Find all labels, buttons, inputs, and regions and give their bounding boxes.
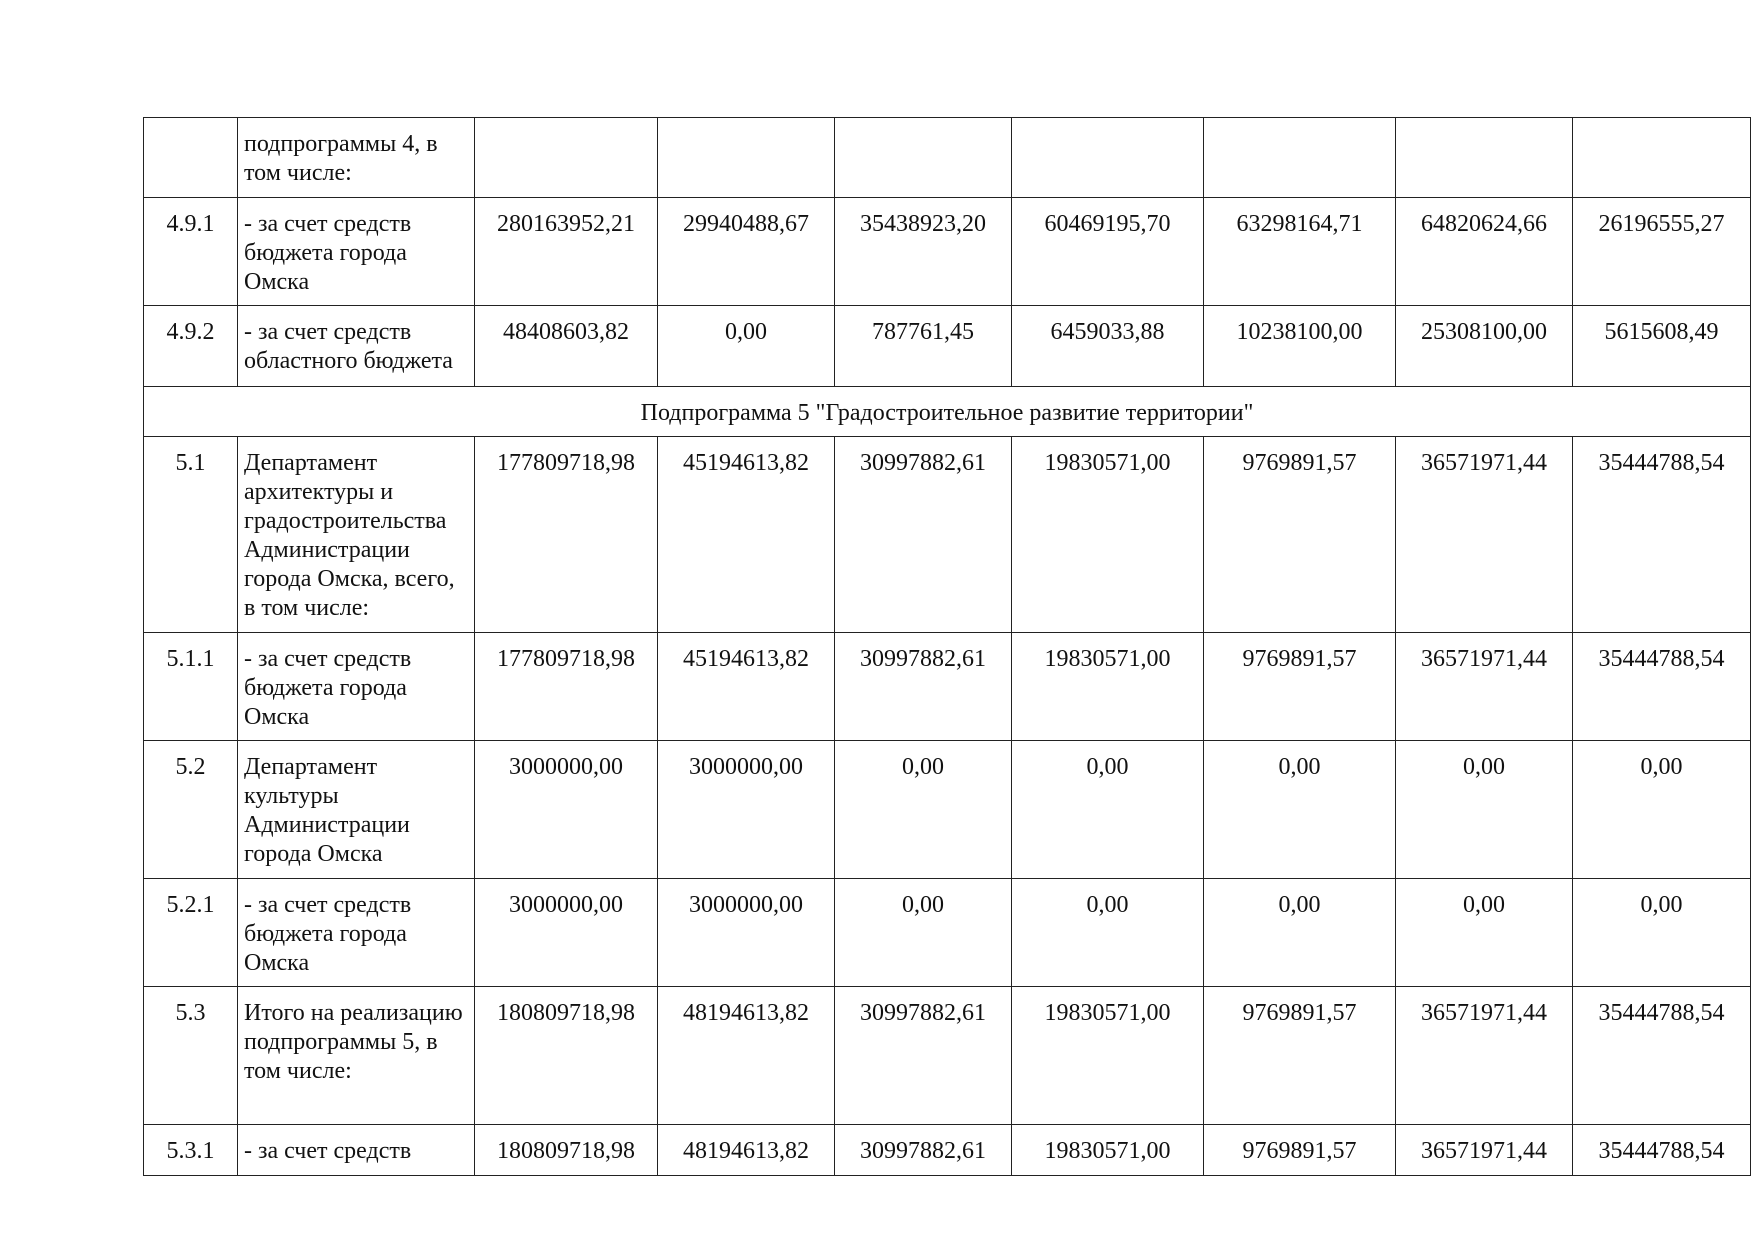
amount-cell: 177809718,98 xyxy=(475,437,658,633)
amount-cell: 0,00 xyxy=(658,306,835,387)
row-code: 5.2.1 xyxy=(144,879,238,987)
amount-cell: 36571971,44 xyxy=(1396,437,1573,633)
amount-cell: 36571971,44 xyxy=(1396,1125,1573,1176)
amount-cell: 48408603,82 xyxy=(475,306,658,387)
amount-cell: 30997882,61 xyxy=(835,633,1012,741)
amount-cell: 35444788,54 xyxy=(1573,987,1751,1125)
amount-cell: 45194613,82 xyxy=(658,633,835,741)
amount-cell: 30997882,61 xyxy=(835,1125,1012,1176)
amount-cell: 280163952,21 xyxy=(475,198,658,306)
amount-cell: 10238100,00 xyxy=(1204,306,1396,387)
row-label: - за счет средств бюджета города Омска xyxy=(238,198,475,306)
budget-table xyxy=(143,117,1751,1176)
amount-cell: 35438923,20 xyxy=(835,198,1012,306)
amount-cell: 3000000,00 xyxy=(658,879,835,987)
row-code: 5.3 xyxy=(144,987,238,1125)
amount-cell xyxy=(1573,118,1751,198)
amount-cell: 9769891,57 xyxy=(1204,437,1396,633)
row-code: 5.1 xyxy=(144,437,238,633)
amount-cell xyxy=(475,118,658,198)
amount-cell: 25308100,00 xyxy=(1396,306,1573,387)
section-title: Подпрограмма 5 "Градостроительное развитие территории" xyxy=(144,387,1751,437)
amount-cell: 0,00 xyxy=(1012,741,1204,879)
amount-cell: 180809718,98 xyxy=(475,987,658,1125)
amount-cell: 30997882,61 xyxy=(835,437,1012,633)
amount-cell: 6459033,88 xyxy=(1012,306,1204,387)
amount-cell: 63298164,71 xyxy=(1204,198,1396,306)
amount-cell: 0,00 xyxy=(1204,879,1396,987)
row-label: Итого на реализацию подпрограммы 5, в том числе: xyxy=(238,987,475,1125)
table-row xyxy=(144,633,1751,741)
row-code: 4.9.1 xyxy=(144,198,238,306)
amount-cell: 177809718,98 xyxy=(475,633,658,741)
table-row xyxy=(144,879,1751,987)
amount-cell: 29940488,67 xyxy=(658,198,835,306)
amount-cell: 0,00 xyxy=(1204,741,1396,879)
amount-cell: 0,00 xyxy=(1573,879,1751,987)
amount-cell xyxy=(658,118,835,198)
amount-cell: 19830571,00 xyxy=(1012,987,1204,1125)
amount-cell: 3000000,00 xyxy=(475,741,658,879)
table-row xyxy=(144,987,1751,1125)
amount-cell: 35444788,54 xyxy=(1573,1125,1751,1176)
amount-cell: 9769891,57 xyxy=(1204,633,1396,741)
amount-cell: 0,00 xyxy=(1396,741,1573,879)
row-label: подпрограммы 4, в том числе: xyxy=(238,118,475,198)
amount-cell: 0,00 xyxy=(1012,879,1204,987)
row-label: - за счет средств областного бюджета xyxy=(238,306,475,387)
table-row xyxy=(144,741,1751,879)
amount-cell: 60469195,70 xyxy=(1012,198,1204,306)
row-code: 5.2 xyxy=(144,741,238,879)
budget-table-body xyxy=(144,118,1751,1176)
amount-cell: 0,00 xyxy=(835,741,1012,879)
row-code: 5.3.1 xyxy=(144,1125,238,1176)
amount-cell: 35444788,54 xyxy=(1573,437,1751,633)
table-row xyxy=(144,306,1751,387)
amount-cell: 787761,45 xyxy=(835,306,1012,387)
amount-cell: 36571971,44 xyxy=(1396,987,1573,1125)
amount-cell: 0,00 xyxy=(1573,741,1751,879)
row-label: Департамент архитектуры и градостроительства Администрации города Омска, всего, в том числе: xyxy=(238,437,475,633)
table-row xyxy=(144,1125,1751,1176)
amount-cell: 64820624,66 xyxy=(1396,198,1573,306)
amount-cell xyxy=(1012,118,1204,198)
amount-cell: 48194613,82 xyxy=(658,987,835,1125)
amount-cell: 48194613,82 xyxy=(658,1125,835,1176)
amount-cell xyxy=(1396,118,1573,198)
amount-cell: 0,00 xyxy=(1396,879,1573,987)
table-row xyxy=(144,118,1751,198)
amount-cell: 9769891,57 xyxy=(1204,1125,1396,1176)
amount-cell: 35444788,54 xyxy=(1573,633,1751,741)
amount-cell: 5615608,49 xyxy=(1573,306,1751,387)
amount-cell: 45194613,82 xyxy=(658,437,835,633)
amount-cell: 36571971,44 xyxy=(1396,633,1573,741)
row-code: 4.9.2 xyxy=(144,306,238,387)
amount-cell: 19830571,00 xyxy=(1012,1125,1204,1176)
row-code: 5.1.1 xyxy=(144,633,238,741)
row-label: Департамент культуры Администрации города Омска xyxy=(238,741,475,879)
amount-cell xyxy=(835,118,1012,198)
row-label: - за счет средств бюджета города Омска xyxy=(238,879,475,987)
amount-cell: 26196555,27 xyxy=(1573,198,1751,306)
row-code xyxy=(144,118,238,198)
section-header-row xyxy=(144,387,1751,437)
table-row xyxy=(144,437,1751,633)
amount-cell: 9769891,57 xyxy=(1204,987,1396,1125)
table-row xyxy=(144,198,1751,306)
amount-cell: 3000000,00 xyxy=(475,879,658,987)
row-label: - за счет средств бюджета города Омска xyxy=(238,633,475,741)
amount-cell: 30997882,61 xyxy=(835,987,1012,1125)
row-label: - за счет средств xyxy=(238,1125,475,1176)
amount-cell: 19830571,00 xyxy=(1012,633,1204,741)
amount-cell: 180809718,98 xyxy=(475,1125,658,1176)
amount-cell: 3000000,00 xyxy=(658,741,835,879)
amount-cell: 0,00 xyxy=(835,879,1012,987)
amount-cell: 19830571,00 xyxy=(1012,437,1204,633)
amount-cell xyxy=(1204,118,1396,198)
